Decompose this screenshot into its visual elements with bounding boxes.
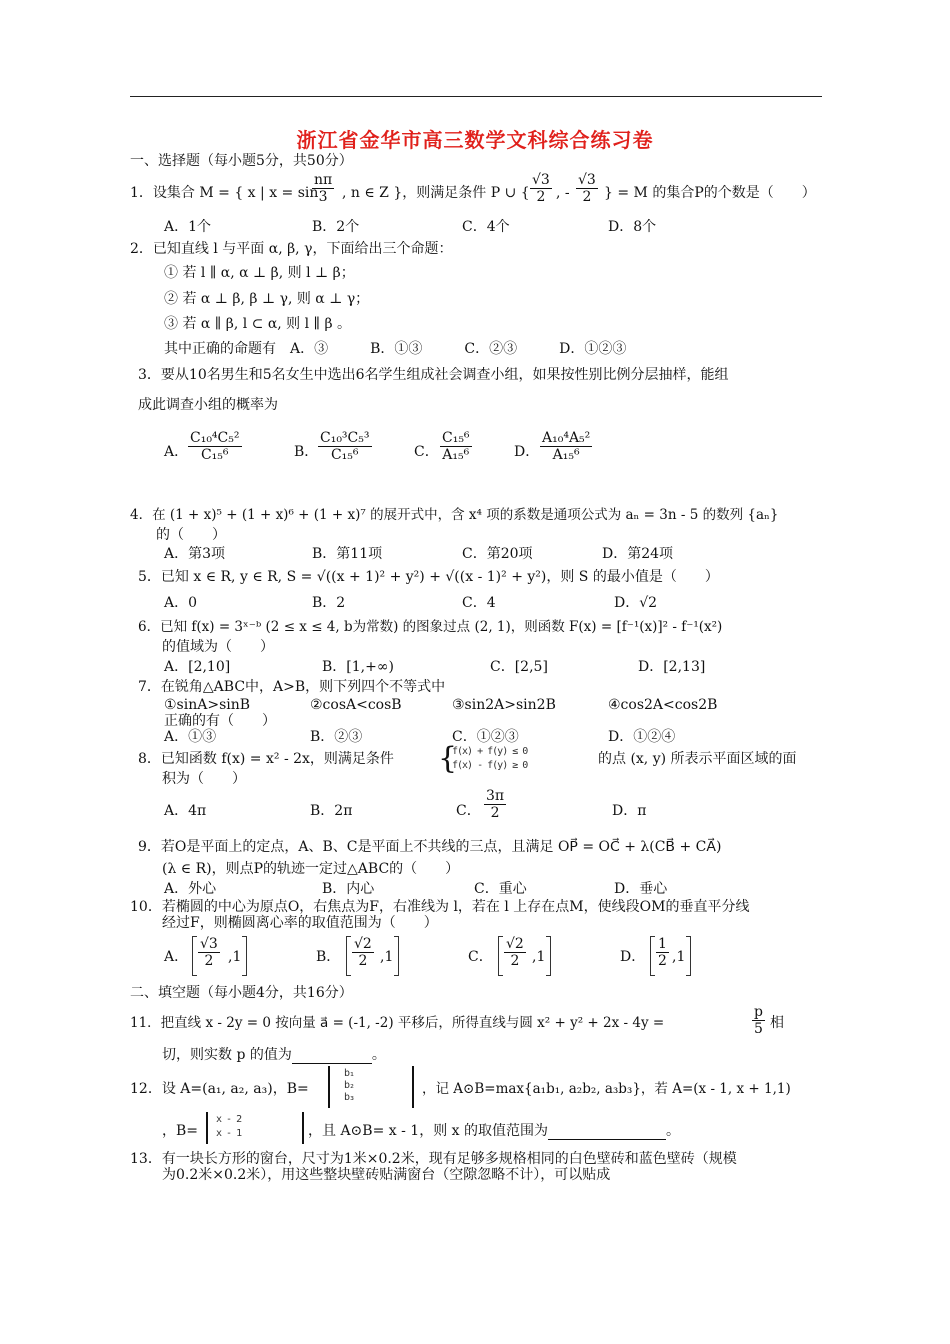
q2-proposition-1: ① 若 l ∥ α, α ⊥ β, 则 l ⊥ β； bbox=[164, 265, 355, 281]
q3-line1: 3．要从10名男生和5名女生中选出6名学生组成社会调查小组，如果按性别比例分层抽样，能组 bbox=[138, 367, 729, 383]
q10-option-a-frac: $\frac{√3}{2}$ bbox=[200, 936, 218, 969]
q9-option-c: C．重心 bbox=[474, 881, 527, 897]
q1-option-b: B．2个 bbox=[312, 219, 360, 235]
q1-frac: $\frac{n\pi}{3}$ bbox=[314, 172, 333, 205]
q1-root2: $\frac{√3}{2}$ bbox=[578, 172, 596, 205]
q3-option-b-frac: $\frac{\text{C₁₀³C₅³}}{\text{C₁₅⁶}}$ bbox=[320, 430, 370, 463]
q1-stem-b: , n ∈ Z }，则满足条件 P ∪ { bbox=[342, 185, 530, 201]
q8-option-a: A．4π bbox=[164, 803, 207, 819]
q10-option-c-bracket bbox=[498, 936, 503, 976]
q7-item-1: ①sinA>sinB bbox=[164, 697, 251, 713]
q10-option-b-frac: $\frac{√2}{2}$ bbox=[354, 936, 372, 969]
q10-option-c-tail: ,1 bbox=[532, 949, 546, 965]
q6-line2: 的值域为（ ） bbox=[162, 639, 274, 655]
q5-option-c: C．4 bbox=[462, 595, 496, 611]
q3-option-a-frac: $\frac{\text{C₁₀⁴C₅²}}{\text{C₁₅⁶}}$ bbox=[190, 430, 240, 463]
q10-option-b-tail: ,1 bbox=[380, 949, 394, 965]
q4-option-c: C．第20项 bbox=[462, 546, 533, 562]
q5-option-a: A．0 bbox=[164, 595, 198, 611]
q5-option-d: D．√2 bbox=[614, 595, 658, 611]
q10-option-a-label: A． bbox=[164, 949, 189, 965]
q1-option-c: C．4个 bbox=[462, 219, 510, 235]
q2-options: 其中正确的命题有 A．③ B．①③ C．②③ D．①②③ bbox=[164, 341, 627, 357]
q3-option-a-label: A． bbox=[164, 444, 189, 460]
q7-item-4: ④cos2A<cos2B bbox=[608, 697, 718, 713]
q4-option-b: B．第11项 bbox=[312, 546, 383, 562]
q4-option-d: D．第24项 bbox=[602, 546, 674, 562]
q7-option-b: B．②③ bbox=[310, 729, 363, 745]
q1-option-d: D．8个 bbox=[608, 219, 657, 235]
q7-line1: 7．在锐角△ABC中，A>B，则下列四个不等式中 bbox=[138, 679, 446, 695]
q11-line1: 11．把直线 x - 2y = 0 按向量 a⃗ = (-1, -2) 平移后，所得直线与圆 x² + y² + 2x - 4y = bbox=[130, 1015, 665, 1031]
q8-condition-1: f(x) + f(y) ≤ 0 bbox=[452, 746, 528, 757]
q5-option-b: B．2 bbox=[312, 595, 346, 611]
q1-stem-a: 1．设集合 M = { x | x = sin bbox=[130, 185, 319, 201]
q9-option-a: A．外心 bbox=[164, 881, 217, 897]
q10-option-c-label: C． bbox=[468, 949, 493, 965]
q12-line2: ，且 A⊙B= x - 1，则 x 的取值范围为 。 bbox=[308, 1123, 680, 1139]
q13-line1: 13．有一块长方形的窗台，尺寸为1米×0.2米，现有足够多规格相同的白色壁砖和蓝色壁砖（规模 bbox=[130, 1151, 737, 1167]
q9-line1: 9．若O是平面上的定点，A、B、C是平面上不共线的三点，且满足 OP⃗ = OC⃗ + λ(CB⃗ + CA⃗) bbox=[138, 839, 722, 855]
q10-option-d-label: D． bbox=[620, 949, 646, 965]
q8-line1b: 的点 (x, y) 所表示平面区域的面 bbox=[598, 751, 797, 767]
q8-brace: { bbox=[438, 741, 458, 776]
q10-option-c-frac: $\frac{√2}{2}$ bbox=[506, 936, 524, 969]
q9-line2: (λ ∈ R)，则点P的轨迹一定过△ABC的（ ） bbox=[162, 861, 460, 877]
q11-answer-blank bbox=[292, 1049, 372, 1064]
q12-line1b: ，记 A⊙B=max{a₁b₁, a₂b₂, a₃b₃}，若 A=(x - 1, x + 1,1) bbox=[422, 1081, 791, 1097]
q7-item-2: ②cosA<cosB bbox=[310, 697, 402, 713]
q7-option-c: C．①②③ bbox=[452, 729, 519, 745]
q3-option-c-frac: $\frac{\text{C₁₅⁶}}{\text{A₁₅⁶}}$ bbox=[442, 430, 470, 463]
q8-option-b: B．2π bbox=[310, 803, 353, 819]
q8-line1a: 8．已知函数 f(x) = x² - 2x，则满足条件 bbox=[138, 751, 394, 767]
q13-line2: 为0.2米×0.2米），用这些整块壁砖贴满窗台（空隙忽略不计），可以贴成 bbox=[162, 1167, 611, 1183]
q2-proposition-2: ② 若 α ⊥ β, β ⊥ γ, 则 α ⊥ γ； bbox=[164, 291, 370, 307]
page-title: 浙江省金华市高三数学文科综合练习卷 bbox=[296, 128, 654, 152]
q6-line1: 6．已知 f(x) = 3ˣ⁻ᵇ (2 ≤ x ≤ 4, b为常数) 的图象过点 (2, 1)，则函数 F(x) = [f⁻¹(x)]² - f⁻¹(x²) bbox=[138, 619, 723, 635]
q9-option-b: B．内心 bbox=[322, 881, 375, 897]
q8-option-c-frac: $\frac{3\pi}{2}$ bbox=[486, 788, 505, 821]
q10-option-a-bracket-right bbox=[242, 936, 247, 976]
q4-option-a: A．第3项 bbox=[164, 546, 226, 562]
q7-option-a: A．①③ bbox=[164, 729, 217, 745]
q2-stem: 2．已知直线 l 与平面 α, β, γ，下面给出三个命题： bbox=[130, 241, 453, 257]
q7-item-3: ③sin2A>sin2B bbox=[452, 697, 556, 713]
q10-option-b-bracket-right bbox=[394, 936, 399, 976]
q8-line2: 积为（ ） bbox=[162, 771, 246, 787]
q11-line1b: 相 bbox=[770, 1015, 784, 1031]
q8-option-c-label: C． bbox=[456, 803, 481, 819]
q12-line1a: 12．设 A=(a₁, a₂, a₃)，B= bbox=[130, 1081, 309, 1097]
q11-frac: $\frac{p}{5}$ bbox=[754, 1004, 763, 1037]
q12-matrix-b2: x - 2 x - 1 bbox=[206, 1112, 304, 1144]
q10-line1: 10．若椭圆的中心为原点O，右焦点为F，右准线为 l，若在 l 上存在点M，使线段OM的垂直平分线 bbox=[130, 899, 750, 915]
q7-option-d: D．①②④ bbox=[608, 729, 676, 745]
q10-option-b-label: B． bbox=[316, 949, 341, 965]
q10-option-d-bracket-right bbox=[686, 936, 691, 976]
q8-option-d: D．π bbox=[612, 803, 647, 819]
q3-line2: 成此调查小组的概率为 bbox=[138, 397, 278, 413]
q9-option-d: D．垂心 bbox=[614, 881, 668, 897]
q4-line2: 的（ ） bbox=[156, 527, 226, 543]
q10-option-c-bracket-right bbox=[546, 936, 551, 976]
q11-line2: 切，则实数 p 的值为 。 bbox=[162, 1047, 386, 1063]
q10-line2: 经过F，则椭圆离心率的取值范围为（ ） bbox=[162, 915, 438, 931]
q8-condition-2: f(x) - f(y) ≥ 0 bbox=[452, 760, 528, 771]
q6-option-b: B．[1,+∞) bbox=[322, 659, 394, 675]
q1-root1: $\frac{√3}{2}$ bbox=[532, 172, 550, 205]
q5-line1: 5．已知 x ∈ R, y ∈ R, S = √((x + 1)² + y²) + √((x - 1)² + y²)，则 S 的最小值是（ ） bbox=[138, 569, 719, 585]
q12-line2a: ，B= bbox=[162, 1123, 199, 1139]
q6-option-a: A．[2,10] bbox=[164, 659, 231, 675]
q7-line3: 正确的有（ ） bbox=[164, 713, 276, 729]
q12-answer-blank bbox=[548, 1125, 666, 1140]
q10-option-d-frac: $\frac{1}{2}$ bbox=[658, 936, 667, 969]
q1-stem-c: } = M 的集合P的个数是（ ） bbox=[604, 185, 816, 201]
header-rule bbox=[130, 96, 822, 97]
q6-option-d: D．[2,13] bbox=[638, 659, 706, 675]
q4-line1: 4．在 (1 + x)⁵ + (1 + x)⁶ + (1 + x)⁷ 的展开式中，含 x⁴ 项的系数是通项公式为 aₙ = 3n - 5 的数列 {aₙ} bbox=[130, 507, 779, 523]
q12-matrix-b: b₁ b₂ b₃ bbox=[328, 1066, 414, 1108]
q10-option-b-bracket bbox=[346, 936, 351, 976]
q6-option-c: C．[2,5] bbox=[490, 659, 548, 675]
q10-option-d-tail: ,1 bbox=[672, 949, 686, 965]
q2-proposition-3: ③ 若 α ∥ β, l ⊂ α, 则 l ∥ β 。 bbox=[164, 316, 352, 332]
q10-option-a-tail: ,1 bbox=[228, 949, 242, 965]
q3-option-b-label: B． bbox=[294, 444, 319, 460]
q1-option-a: A．1个 bbox=[164, 219, 212, 235]
q10-option-a-bracket bbox=[192, 936, 197, 976]
q10-option-d-bracket bbox=[650, 936, 655, 976]
q3-option-d-label: D． bbox=[514, 444, 540, 460]
q3-option-d-frac: $\frac{\text{A₁₀⁴A₅²}}{\text{A₁₅⁶}}$ bbox=[542, 430, 591, 463]
section-fill-heading: 二、填空题（每小题4分，共16分） bbox=[130, 985, 353, 1001]
q1-sep: , - bbox=[556, 185, 570, 201]
q3-option-c-label: C． bbox=[414, 444, 439, 460]
section-choice-heading: 一、选择题（每小题5分，共50分） bbox=[130, 153, 353, 169]
